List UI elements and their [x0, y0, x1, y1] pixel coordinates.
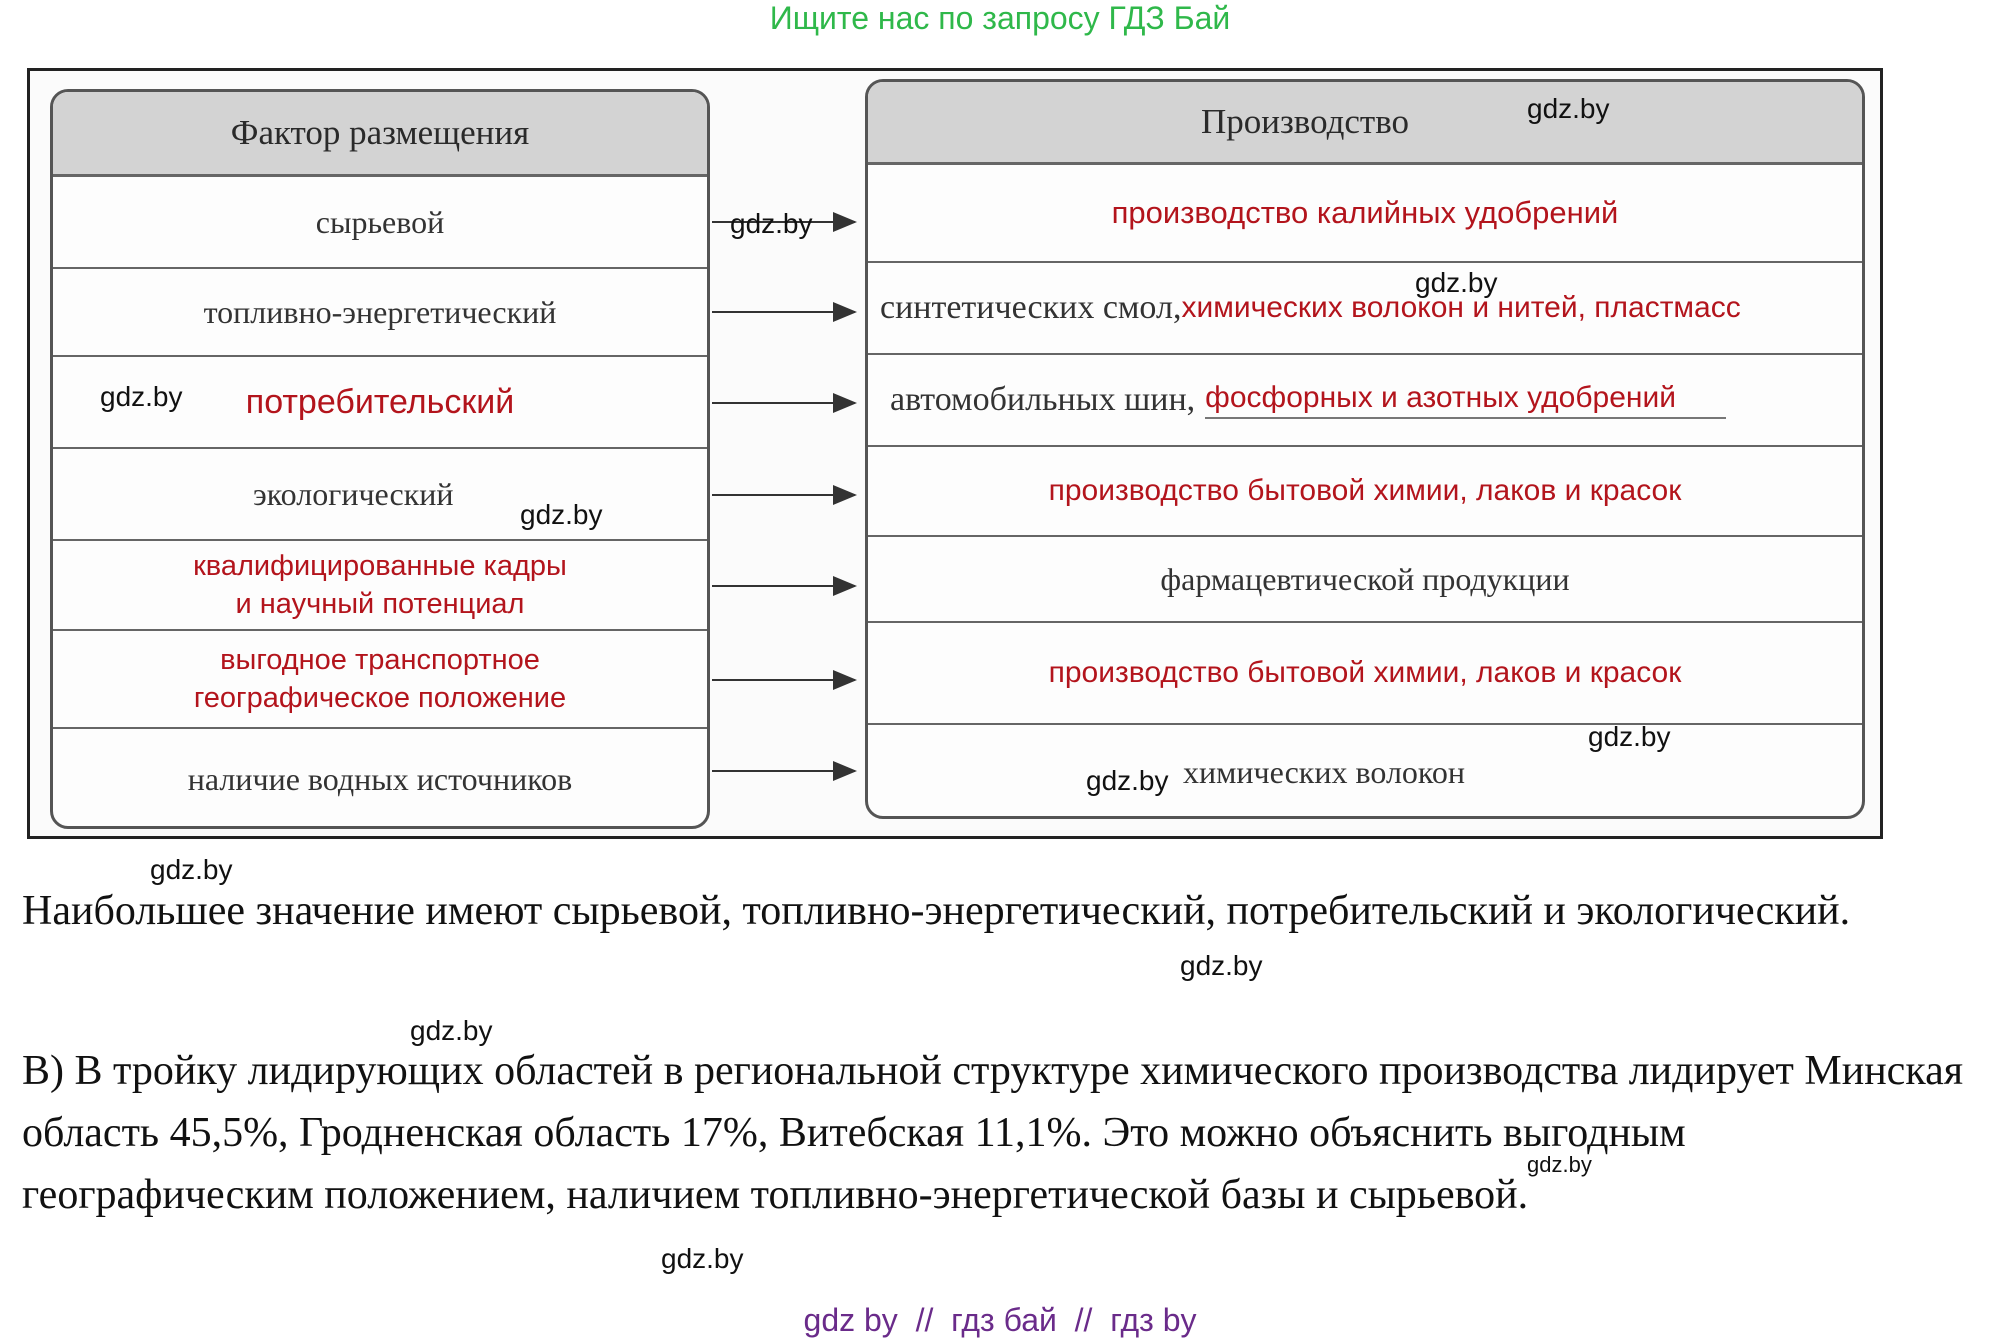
production-table	[865, 79, 1865, 819]
production-row: производство калийных удобрений	[868, 165, 1862, 263]
factor-row: наличие водных источников	[187, 760, 573, 797]
footer-links: gdz by // гдз бай // гдз by	[803, 1302, 1197, 1338]
watermark: gdz.by	[150, 854, 233, 885]
production-row: автомобильных шин, фосфорных и азотных удобрений	[868, 355, 1862, 447]
conclusion-paragraph: Наибольшее значение имеют сырьевой, топливно-энергетический, потребительский и экологический.	[22, 888, 1851, 934]
textbook-figure	[27, 68, 1883, 839]
factor-row: экологический	[53, 449, 707, 541]
watermark: gdz.by	[100, 381, 183, 412]
watermark: gdz.by	[1415, 267, 1498, 298]
production-row: синтетических смол, химических волокон и нитей, пластмасс	[868, 263, 1862, 355]
production-row: производство бытовой химии, лаков и красок	[868, 623, 1862, 725]
production-header: Производство	[868, 82, 1862, 165]
watermark: gdz.by	[410, 1015, 493, 1046]
search-hint: Ищите нас по запросу ГДЗ Бай	[769, 0, 1231, 36]
production-row: фармацевтической продукции	[868, 537, 1862, 623]
factor-row: сырьевой	[53, 177, 707, 269]
watermark: gdz.by	[661, 1243, 744, 1274]
watermark: gdz.by	[1588, 721, 1671, 752]
production-row: производство бытовой химии, лаков и красок	[868, 447, 1862, 537]
watermark: gdz.by	[1180, 950, 1263, 981]
factor-row: квалифицированные кадры и научный потенциал	[53, 541, 707, 631]
answer-paragraph: В) В тройку лидирующих областей в региональной структуре химического производства лидирует Минская область 45,5%, Гродненская область 17%, Витебская 11,1%. Это можно объяснить выгодным географическим положением, наличием топливно-энергетической базы и сырьевой.	[22, 1048, 1964, 1218]
location-factor-header: Фактор размещения	[53, 92, 707, 177]
factor-row: топливно-энергетический	[53, 269, 707, 357]
watermark: gdz.by	[1527, 1152, 1592, 1177]
production-row: химических волокон	[1183, 753, 1465, 790]
watermark: gdz.by	[1086, 765, 1169, 796]
watermark: gdz.by	[1527, 93, 1610, 124]
watermark: gdz.by	[730, 208, 813, 239]
factor-row: потребительский	[53, 357, 707, 449]
watermark: gdz.by	[520, 499, 603, 530]
factor-row: выгодное транспортное географическое положение	[53, 631, 707, 729]
